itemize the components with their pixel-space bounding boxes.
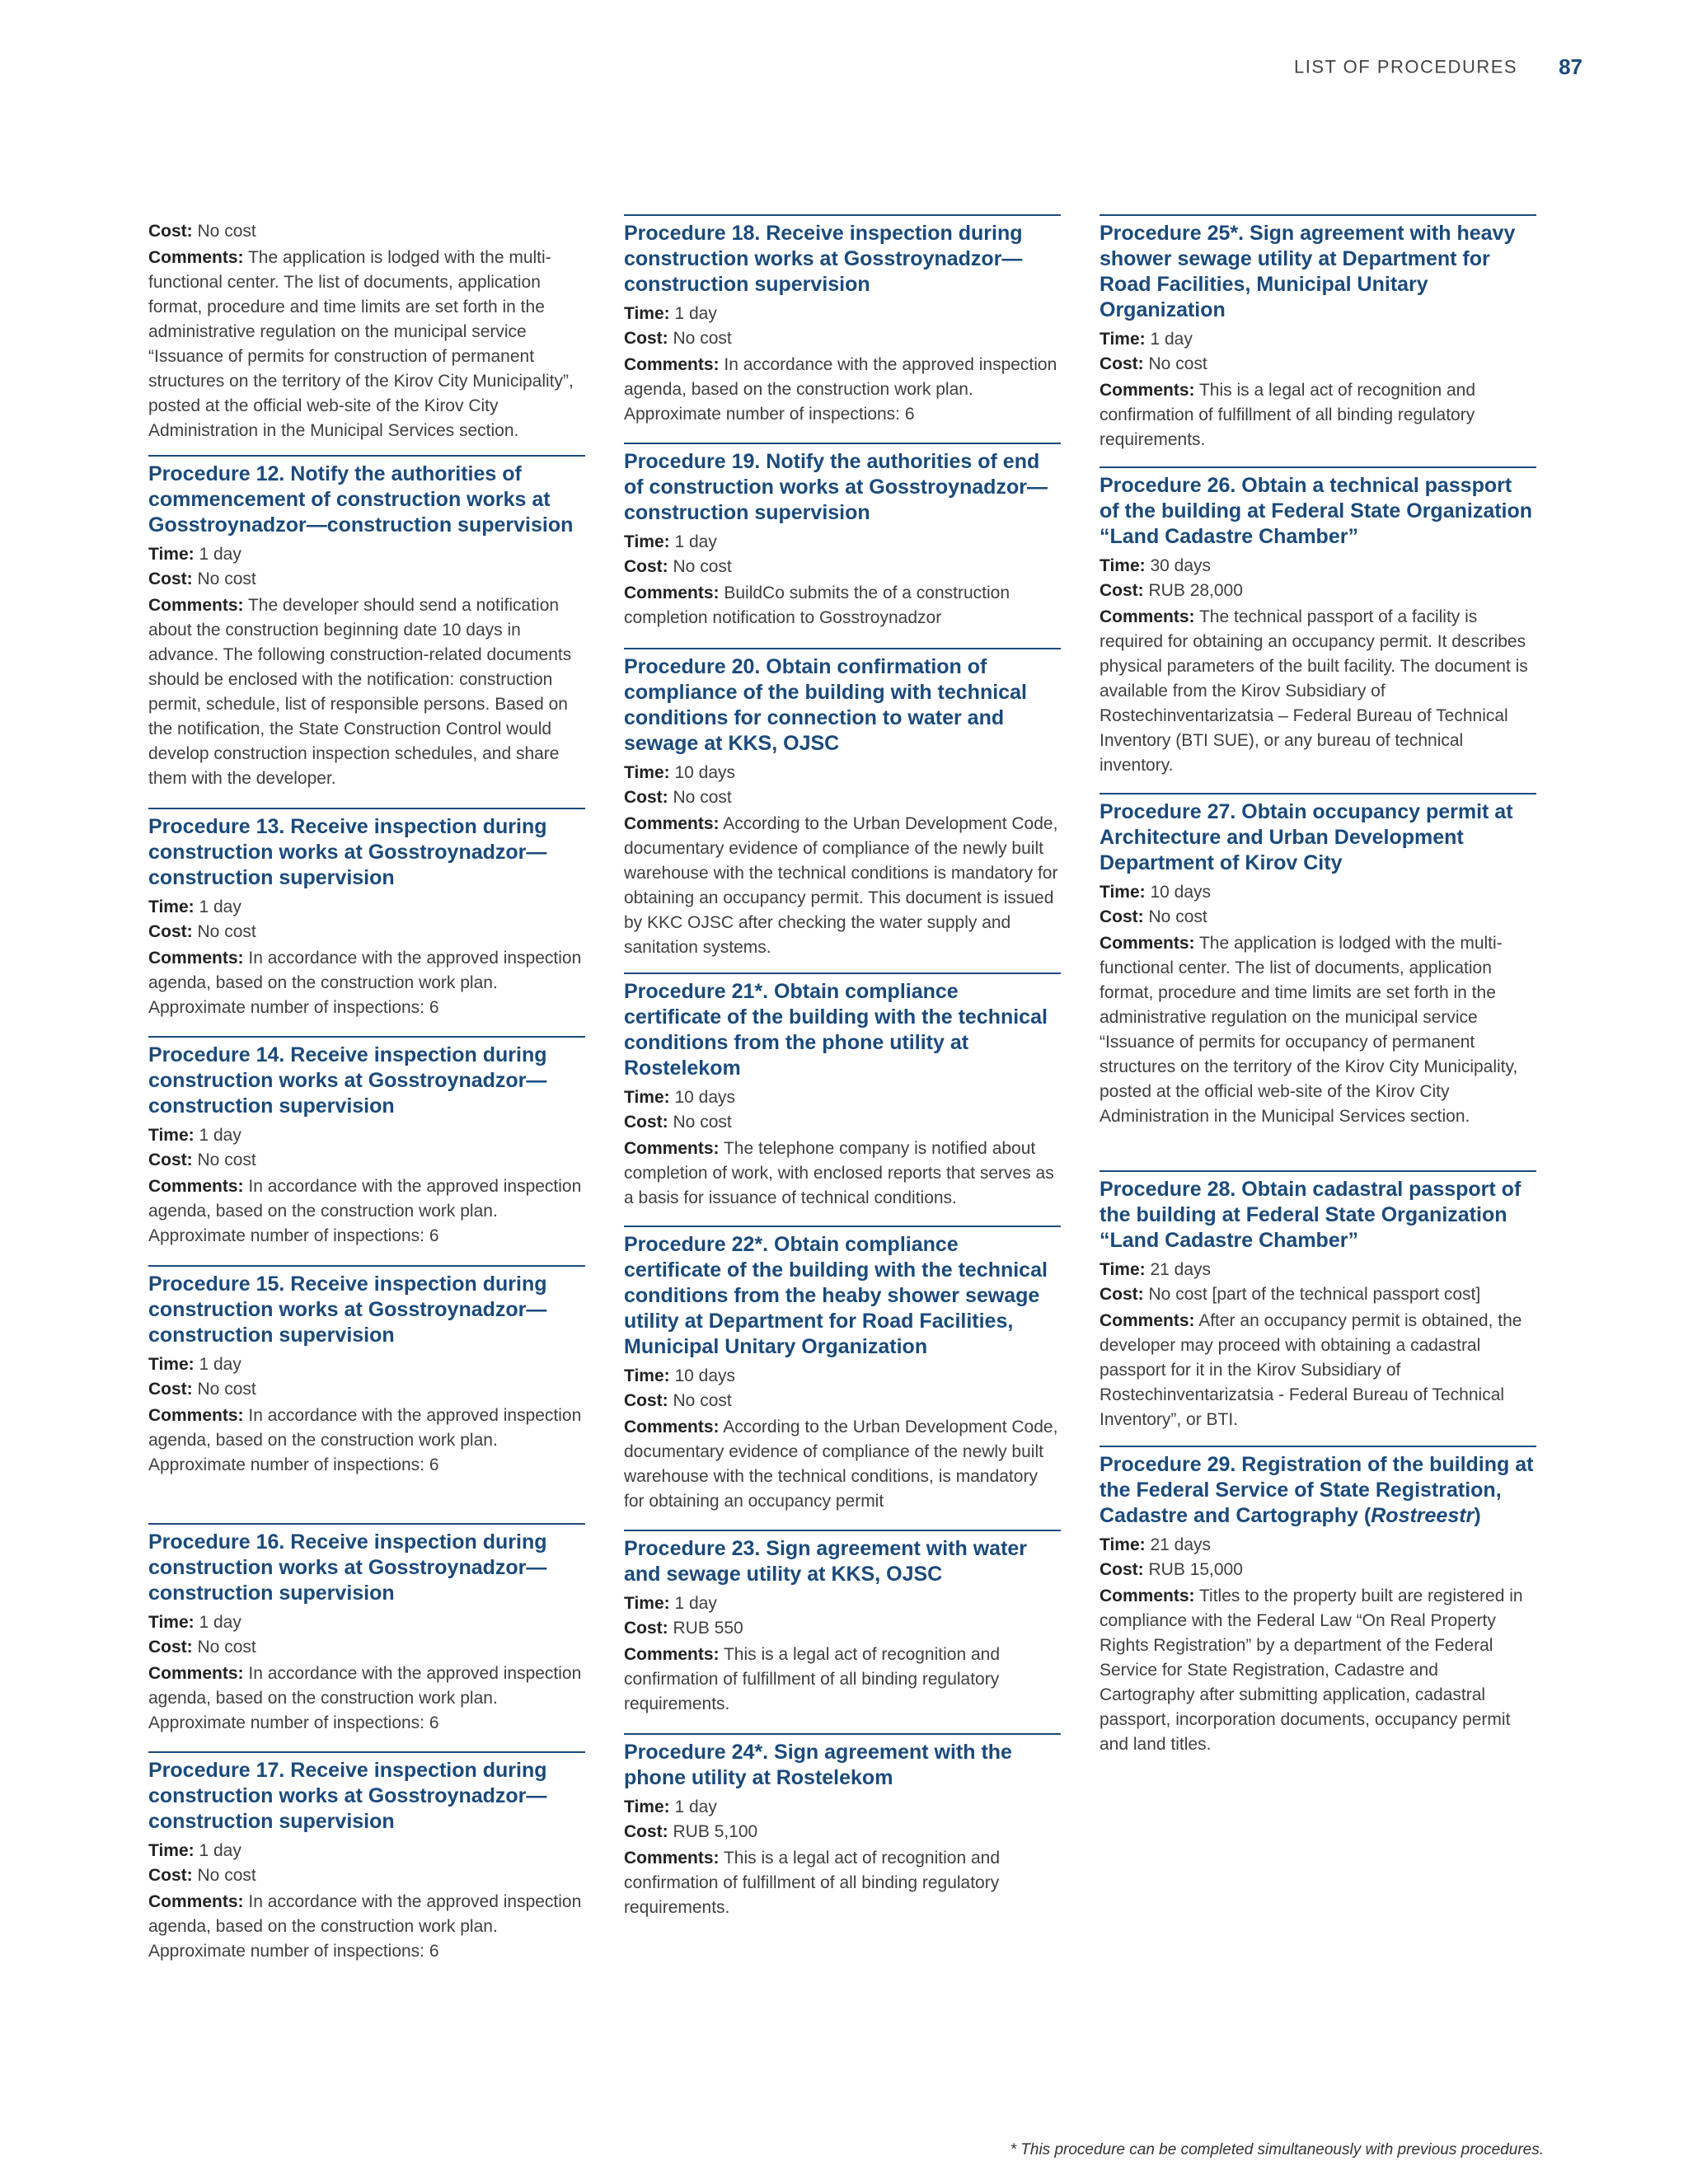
procedure-title-text: Procedure 21*. Obtain compliance certificate of the building with the technical conditions from the phone utility at Rostelekom [624,980,1048,1080]
time-field-value: 1 day [674,304,717,323]
comments-field-value: After an occupancy permit is obtained, the developer may proceed with obtaining a cadastral passport for it in the Kirov Subsidiary of Rostechinventarizatsia - Federal Bureau of Technical Inventory”, or BTI. [1100,1311,1522,1429]
cost-field [1100,1558,1536,1582]
time-field-value: 10 days [1150,883,1212,902]
time-field-label: Time: [1100,1260,1146,1279]
cost-field-value: No cost [197,1151,256,1169]
procedure-title [148,814,585,891]
comments-field [624,353,1061,427]
comments-field [1100,378,1536,452]
procedure-block [1100,793,1536,1129]
time-field [624,1591,1061,1616]
comments-field-value: According to the Urban Development Code, documentary evidence of compliance of the newly built warehouse with the technical conditions is mandatory for obtaining an occupancy permit. This document is issued by KKC OJSC after checking the water supply and sanitation systems. [624,814,1058,957]
cost-field-value: RUB 28,000 [1148,581,1243,600]
cost-field-label: Cost: [1100,581,1144,600]
time-field [1100,1258,1536,1282]
comments-field-label: Comments: [1100,934,1195,953]
time-field [148,1839,585,1863]
procedure-title [1100,1452,1536,1529]
procedure-block [148,1265,585,1478]
cost-field-value: No cost [part of the technical passport cost] [1148,1285,1481,1304]
comments-field-label: Comments: [148,596,244,615]
cost-field-label: Cost: [148,1638,193,1657]
cost-field-value: No cost [673,329,732,348]
comments-field-value: Titles to the property built are registered in compliance with the Federal Law “On Real Property Rights Registration” by a department of the Federal Service for State Registration, Cadastre and Cartography after submitting application, cadastral passport, incorporation documents, occupancy permit and land titles. [1100,1586,1523,1754]
comments-field-label: Comments: [1100,1586,1195,1605]
comments-field-label: Comments: [624,1418,720,1436]
cost-field-value: No cost [1148,907,1207,926]
cost-field-value: No cost [197,1638,256,1657]
procedure-block [148,808,585,1020]
procedure-title [148,1272,585,1348]
cost-field-label: Cost: [148,1380,193,1399]
cost-field-label: Cost: [624,788,668,807]
procedure-title-suffix: ) [1474,1504,1481,1527]
procedure-block [148,1036,585,1249]
comments-field [624,581,1061,630]
procedure-title [1100,473,1536,550]
cost-field-value: RUB 15,000 [1148,1560,1243,1579]
time-field-label: Time: [148,545,195,564]
procedure-title-text: Procedure 24*. Sign agreement with the phone utility at Rostelekom [624,1741,1012,1789]
time-field-label: Time: [624,763,670,782]
cost-field-label: Cost: [624,557,668,576]
cost-field-label: Cost: [148,922,193,941]
comments-field [148,246,585,443]
cost-field-value: No cost [197,1866,256,1885]
comments-field-label: Comments: [148,248,244,267]
procedure-title [1100,1177,1536,1254]
comments-field-value: The application is lodged with the multi-functional center. The list of documents, application format, procedure and time limits are set forth in the administrative regulation on the municipal service “Issuance of permits for occupancy of permanent structures on the territory of the Kirov City Municipality, posted at the official web-site of the Kirov City Administration in the Municipal Services section. [1100,934,1518,1126]
procedure-title-text: Procedure 14. Receive inspection during construction works at Gosstroynadzor—construction supervision [148,1043,547,1118]
time-field-label: Time: [624,532,670,551]
procedure-title-text: Procedure 28. Obtain cadastral passport of the building at Federal State Organization “Land Cadastre Chamber” [1100,1178,1522,1252]
procedure-block [624,1733,1061,1920]
time-field [148,1610,585,1635]
comments-field-label: Comments: [1100,381,1195,400]
footnote: * This procedure can be completed simultaneously with previous procedures. [1010,2141,1544,2158]
comments-field-value: This is a legal act of recognition and confirmation of fulfillment of all binding regulatory requirements. [624,1645,1001,1713]
cost-field-label: Cost: [148,222,193,241]
time-field-value: 10 days [674,1366,736,1385]
time-field-label: Time: [1100,330,1146,349]
procedure-title [148,1530,585,1606]
time-field-value: 10 days [674,763,736,782]
time-field-value: 1 day [199,545,241,564]
procedure-block [1100,214,1536,452]
comments-field-label: Comments: [624,814,720,833]
procedure-title [624,1536,1061,1587]
section-title: LIST OF PROCEDURES [1293,56,1518,77]
time-field-label: Time: [1100,1535,1146,1554]
procedure-title [148,462,585,538]
time-field-value: 1 day [1150,330,1193,349]
page-header [0,54,1582,80]
time-field [624,1364,1061,1389]
procedure-title [624,449,1061,526]
procedure-block [624,1530,1061,1717]
procedure-title-text: Procedure 25*. Sign agreement with heavy shower sewage utility at Department for Road Facilities, Municipal Unitary Organization [1100,222,1516,321]
time-field-label: Time: [624,1366,670,1385]
comments-field-value: In accordance with the approved inspection agenda, based on the construction work plan. Approximate number of inspections: 6 [624,355,1057,424]
comments-field-value: According to the Urban Development Code, documentary evidence of compliance of the newly built warehouse with the technical conditions, is mandatory for obtaining an occupancy permit [624,1418,1058,1511]
cost-field-label: Cost: [1100,907,1144,926]
comments-field-value: In accordance with the approved inspection agenda, based on the construction work plan. Approximate number of inspections: 6 [148,1664,582,1732]
time-field-value: 1 day [674,532,717,551]
cost-field [1100,579,1536,603]
comments-field-value: This is a legal act of recognition and confirmation of fulfillment of all binding regulatory requirements. [1100,381,1476,449]
cost-field [148,567,585,592]
procedure-title [624,979,1061,1081]
cost-field-label: Cost: [1100,1560,1144,1579]
procedure-title-text: Procedure 15. Receive inspection during construction works at Gosstroynadzor—construction supervision [148,1272,547,1347]
procedure-title [624,1740,1061,1791]
time-field [148,895,585,920]
cost-field [624,1820,1061,1844]
time-field-label: Time: [1100,556,1146,575]
time-field-label: Time: [624,1088,670,1107]
time-field [624,1085,1061,1110]
comments-field-value: This is a legal act of recognition and confirmation of fulfillment of all binding regulatory requirements. [624,1849,1001,1917]
cost-field [148,1635,585,1660]
cost-field-value: No cost [673,1391,732,1410]
procedure-block [1100,1446,1536,1757]
cost-field-label: Cost: [624,329,668,348]
comments-field [148,946,585,1020]
procedure-title [148,1043,585,1119]
comments-field-label: Comments: [624,1849,720,1868]
procedure-title-text: Procedure 29. Registration of the building at the Federal Service of State Registration, Cadastre and Cartography ( [1100,1453,1534,1527]
cost-field-label: Cost: [624,1391,668,1410]
procedure-title-text: Procedure 16. Receive inspection during construction works at Gosstroynadzor—construction supervision [148,1530,547,1605]
comments-field [624,1415,1061,1514]
comments-field-value: The application is lodged with the multi-functional center. The list of documents, application format, procedure and time limits are set forth in the administrative regulation on the municipal service “Issuance of permits for construction of permanent structures on the territory of the Kirov City Municipality”, posted at the official web-site of the Kirov City Administration in the Municipal Services section. [148,248,574,440]
procedure-title [1100,799,1536,876]
time-field-label: Time: [148,898,195,916]
time-field-value: 1 day [674,1797,717,1816]
cost-field [148,219,585,244]
procedure-block [624,443,1061,630]
comments-field-label: Comments: [624,1645,720,1664]
comments-field-value: In accordance with the approved inspection agenda, based on the construction work plan. Approximate number of inspections: 6 [148,1406,582,1474]
comments-field-label: Comments: [624,583,720,602]
cost-field-label: Cost: [148,569,193,588]
cost-field [624,555,1061,579]
cost-field-value: RUB 5,100 [673,1822,758,1841]
procedure-title-italic: Rostreestr [1371,1504,1475,1527]
comments-field [624,812,1061,960]
procedure-title [1100,221,1536,323]
comments-field [1100,1584,1536,1757]
procedure-block [1100,1170,1536,1432]
cost-field-value: No cost [197,222,256,241]
comments-field [148,1890,585,1964]
time-field-label: Time: [148,1841,195,1860]
comments-field [624,1137,1061,1211]
procedure-title-text: Procedure 18. Receive inspection during construction works at Gosstroynadzor—construction supervision [624,222,1023,296]
time-field [1100,1533,1536,1558]
comments-field [1100,1309,1536,1432]
comments-field [148,1174,585,1249]
cost-field-value: RUB 550 [673,1619,743,1638]
page-number: 87 [1559,54,1582,79]
procedure-block [148,1523,585,1736]
cost-field-label: Cost: [624,1619,668,1638]
cost-field [148,1863,585,1888]
comments-field [1100,605,1536,778]
time-field-value: 1 day [199,898,241,916]
time-field [148,542,585,567]
procedure-block [148,455,585,791]
cost-field [1100,1282,1536,1307]
cost-field [624,1616,1061,1641]
time-field-label: Time: [624,1797,670,1816]
comments-field-value: The technical passport of a facility is required for obtaining an occupancy permit. It describes physical parameters of the built facility. The document is available from the Kirov Subsidiary of Rostechinventarizatsia – Federal Bureau of Technical Inventory (BTI SUE), or any bureau of technical inventory. [1100,607,1528,775]
comments-field-value: In accordance with the approved inspection agenda, based on the construction work plan. Approximate number of inspections: 6 [148,1892,582,1961]
comments-field-label: Comments: [1100,1311,1195,1330]
time-field-label: Time: [624,304,670,323]
cost-field-value: No cost [197,922,256,941]
time-field [624,302,1061,326]
time-field-value: 21 days [1150,1260,1212,1279]
procedure-block [148,219,585,443]
procedure-title-text: Procedure 27. Obtain occupancy permit at Architecture and Urban Development Department of Kirov City [1100,800,1513,874]
time-field-value: 21 days [1150,1535,1212,1554]
time-field-value: 1 day [199,1841,241,1860]
cost-field-value: No cost [673,557,732,576]
comments-field-label: Comments: [148,949,244,968]
time-field-label: Time: [148,1613,195,1632]
cost-field [624,785,1061,810]
procedure-block [624,972,1061,1211]
cost-field-label: Cost: [1100,354,1144,373]
comments-field-label: Comments: [624,1139,720,1158]
cost-field [1100,905,1536,930]
time-field-value: 10 days [674,1088,736,1107]
procedure-title [624,1232,1061,1360]
comments-field-value: In accordance with the approved inspection agenda, based on the construction work plan. Approximate number of inspections: 6 [148,1177,582,1245]
time-field [624,761,1061,785]
comments-field-label: Comments: [148,1406,244,1425]
cost-field-value: No cost [673,1113,732,1132]
comments-field [624,1846,1061,1920]
time-field [1100,554,1536,579]
procedure-title-text: Procedure 22*. Obtain compliance certificate of the building with the technical conditions from the heaby shower sewage utility at Department for Road Facilities, Municipal Unitary Organization [624,1233,1048,1358]
cost-field-label: Cost: [1100,1285,1144,1304]
procedure-title-text: Procedure 19. Notify the authorities of end of construction works at Gosstroynadzor—construction supervision [624,450,1048,524]
time-field-value: 30 days [1150,556,1212,575]
cost-field [148,920,585,944]
procedure-title-text: Procedure 12. Notify the authorities of commencement of construction works at Gosstroynadzor—construction supervision [148,462,574,537]
time-field-value: 1 day [199,1613,241,1632]
time-field [624,1795,1061,1820]
cost-field-value: No cost [197,569,256,588]
time-field [1100,880,1536,905]
procedure-title [624,221,1061,298]
procedure-title-text: Procedure 17. Receive inspection during construction works at Gosstroynadzor—construction supervision [148,1759,547,1833]
cost-field [148,1148,585,1173]
cost-field [624,1110,1061,1135]
cost-field-value: No cost [673,788,732,807]
time-field-label: Time: [148,1355,195,1374]
comments-field [624,1643,1061,1717]
comments-field [148,1661,585,1736]
comments-field-value: BuildCo submits the of a construction completion notification to Gosstroynadzor [624,583,1010,627]
comments-field-label: Comments: [148,1664,244,1683]
comments-field-label: Comments: [148,1892,244,1911]
time-field [1100,327,1536,352]
procedure-title [148,1758,585,1835]
time-field [624,530,1061,555]
time-field-value: 1 day [199,1126,241,1145]
procedure-block [624,1226,1061,1514]
comments-field-value: The developer should send a notification about the construction beginning date 10 days in advance. The following construction-related documents should be enclosed with the notification: construction permit, schedule, list of responsible persons. Based on the notification, the State Construction Control would develop construction inspection schedules, and share them with the developer. [148,596,572,788]
procedure-block [1100,466,1536,778]
cost-field [1100,352,1536,377]
cost-field-value: No cost [197,1380,256,1399]
comments-field [148,1404,585,1478]
time-field-label: Time: [1100,883,1146,902]
procedure-title-text: Procedure 23. Sign agreement with water and sewage utility at KKS, OJSC [624,1537,1028,1586]
cost-field-label: Cost: [148,1151,193,1169]
time-field-label: Time: [624,1594,670,1613]
procedure-title-text: Procedure 20. Obtain confirmation of compliance of the building with technical conditions for connection to water and sewage at KKS, OJSC [624,655,1027,755]
procedure-block [148,1751,585,1964]
time-field [148,1123,585,1148]
comments-field-label: Comments: [624,355,720,374]
comments-field-value: In accordance with the approved inspection agenda, based on the construction work plan. Approximate number of inspections: 6 [148,949,582,1017]
cost-field-label: Cost: [624,1113,668,1132]
comments-field-value: The telephone company is notified about completion of work, with enclosed reports that serves as a basis for issuance of technical conditions. [624,1139,1054,1207]
procedure-block [624,214,1061,427]
comments-field [148,593,585,791]
comments-field-label: Comments: [148,1177,244,1196]
comments-field [1100,931,1536,1129]
procedure-block [624,648,1061,960]
cost-field-value: No cost [1148,354,1207,373]
time-field-value: 1 day [674,1594,717,1613]
cost-field [624,1389,1061,1413]
cost-field [148,1377,585,1402]
procedure-title-text: Procedure 13. Receive inspection during construction works at Gosstroynadzor—construction supervision [148,815,547,889]
cost-field-label: Cost: [624,1822,668,1841]
cost-field [624,326,1061,351]
comments-field-label: Comments: [1100,607,1195,626]
cost-field-label: Cost: [148,1866,193,1885]
time-field-label: Time: [148,1126,195,1145]
time-field-value: 1 day [199,1355,241,1374]
procedure-title [624,654,1061,757]
time-field [148,1352,585,1377]
procedure-title-text: Procedure 26. Obtain a technical passport of the building at Federal State Organization “Land Cadastre Chamber” [1100,474,1533,548]
